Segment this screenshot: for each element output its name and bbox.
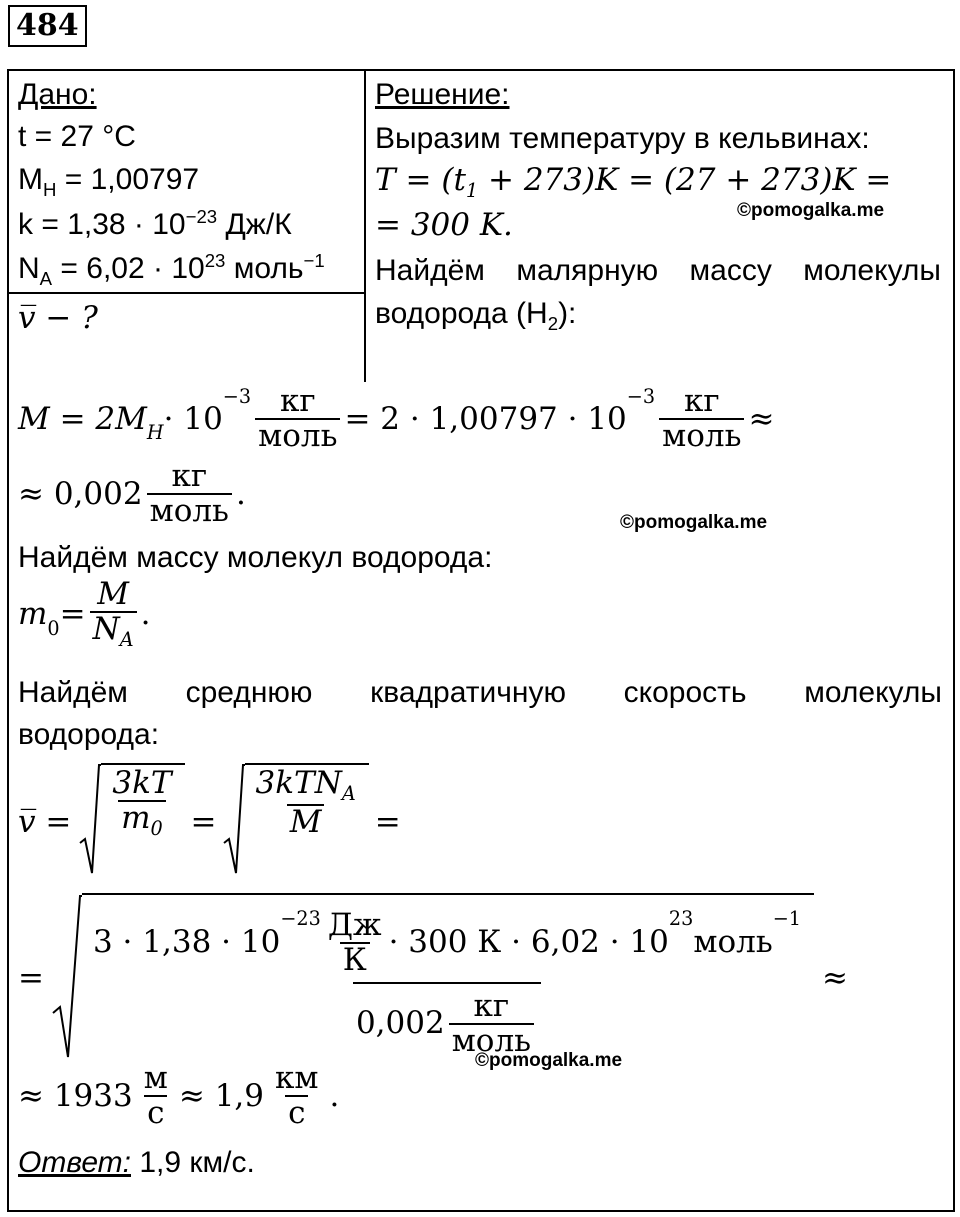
solution-line5: [18, 676, 942, 710]
given-k: $k = 1,38 \cdot 10^{-23}$ Дж/К: [18, 206, 292, 241]
formula-molar-mass: M = 2M $_H$ · 10 $^{-3}$ $\frac{кг}{\text{моль}}$ = 2 · 1,00797 · 10 $^{-3}$ $\frac{кг}{\text{моль}}$ ≈: [18, 383, 775, 454]
frame-left: [7, 69, 9, 1212]
unit-m-per-s: $\frac{м}{с}$: [143, 1060, 168, 1131]
solution-line3: водорода $(H_2)$:: [375, 297, 577, 334]
formula-result: ≈ 1933 $\frac{м}{с}$ ≈ 1,9 $\frac{км}{с}$ .: [18, 1060, 340, 1131]
sqrt-numeric: [52, 893, 814, 1063]
radical-sign-1: [79, 763, 101, 881]
watermark-2: ©pomogalka.me: [620, 512, 768, 533]
fraction-numeric: 3 · 1,38 · 10 $^{-23}$ $\frac{Дж}{К}$ · 300 К · 6,02 · 10 $^{23}$ моль $^{-1}$ 0,002 $\frac{кг}{\text{моль}}$: [92, 907, 802, 1059]
fraction-m-over-na: $\frac{M}{N_A}$: [90, 578, 137, 650]
radical-sign-3: [52, 893, 82, 1063]
word: среднюю: [185, 676, 313, 709]
watermark-1: ©pomogalka.me: [737, 200, 885, 221]
formula-temperature: $T = (t_1 + 273)K = (27 + 273)K$ =: [375, 162, 892, 203]
given-find-divider: [7, 292, 365, 294]
word: малярную: [516, 254, 659, 287]
solution-heading: Решение:: [375, 78, 510, 111]
frame-top: [7, 69, 955, 71]
answer-value: 1,9 км/с.: [131, 1146, 255, 1179]
given-divider: [364, 69, 366, 382]
answer: [18, 1146, 255, 1180]
word: молекулы: [804, 676, 942, 709]
unit-kg-per-mol-4: $\frac{кг}{\text{моль}}$: [449, 990, 534, 1057]
word: квадратичную: [370, 676, 566, 709]
given-heading: Дано:: [18, 78, 97, 111]
solution-line4: Найдём массу молекул водорода:: [18, 541, 493, 574]
solution-line6: водорода:: [18, 718, 160, 751]
word: массу: [689, 254, 772, 287]
unit-kg-per-mol-2: $\frac{кг}{\text{моль}}$: [659, 385, 744, 452]
word: молекулы: [803, 254, 941, 287]
given-t: t = 27 °C: [18, 120, 136, 153]
problem-number: [8, 5, 87, 47]
answer-label: Ответ:: [18, 1146, 131, 1179]
solution-line1: Выразим температуру в кельвинах:: [375, 122, 870, 155]
given-mh: $M_H = 1,00797$: [18, 163, 200, 200]
given-na: $N_A = 6,02 \cdot 10^{23}$ моль$^{-1}$: [18, 250, 325, 289]
formula-numeric: = 3 · 1,38 · 10 $^{-23}$ $\frac{Дж}{К}$ · 300 К · 6,02 · 10 $^{23}$ моль $^{-1}$ 0,002 $\frac{кг}{\text{моль}}$ ≈: [18, 892, 848, 1064]
unit-j-per-k: $\frac{Дж}{К}$: [327, 907, 382, 978]
given-find: v̅ − ?: [18, 300, 98, 336]
sqrt-3kTNA-over-M: $\frac{3kTN_A}{M}$: [223, 763, 369, 881]
frame-bottom: [7, 1210, 955, 1212]
frame-right: [953, 69, 955, 1212]
unit-km-per-s: $\frac{км}{с}$: [275, 1060, 319, 1131]
radical-sign-2: [223, 763, 245, 881]
word: Найдём: [375, 254, 485, 287]
word: Найдём: [18, 676, 128, 709]
sqrt-3kT-over-m0: $\frac{3kT}{m_0}$: [79, 763, 184, 881]
formula-m0: m $_0$ = $\frac{M}{N_A}$ .: [18, 576, 151, 651]
word: скорость: [623, 676, 747, 709]
problem-number-text: 484: [16, 8, 79, 43]
unit-kg-per-mol-3: $\frac{кг}{\text{моль}}$: [147, 460, 232, 527]
solution-line2: [375, 254, 941, 288]
formula-rms-velocity: v̅ = $\frac{3kT}{m_0}$ = $\frac{3kTN_A}{M}$ =: [18, 762, 401, 882]
formula-molar-mass-result: ≈ 0,002 $\frac{кг}{\text{моль}}$ .: [18, 458, 246, 529]
watermark-3: ©pomogalka.me: [475, 1050, 623, 1071]
formula-temperature-result: = 300 K.: [375, 207, 513, 243]
unit-kg-per-mol-1: $\frac{кг}{\text{моль}}$: [255, 385, 340, 452]
